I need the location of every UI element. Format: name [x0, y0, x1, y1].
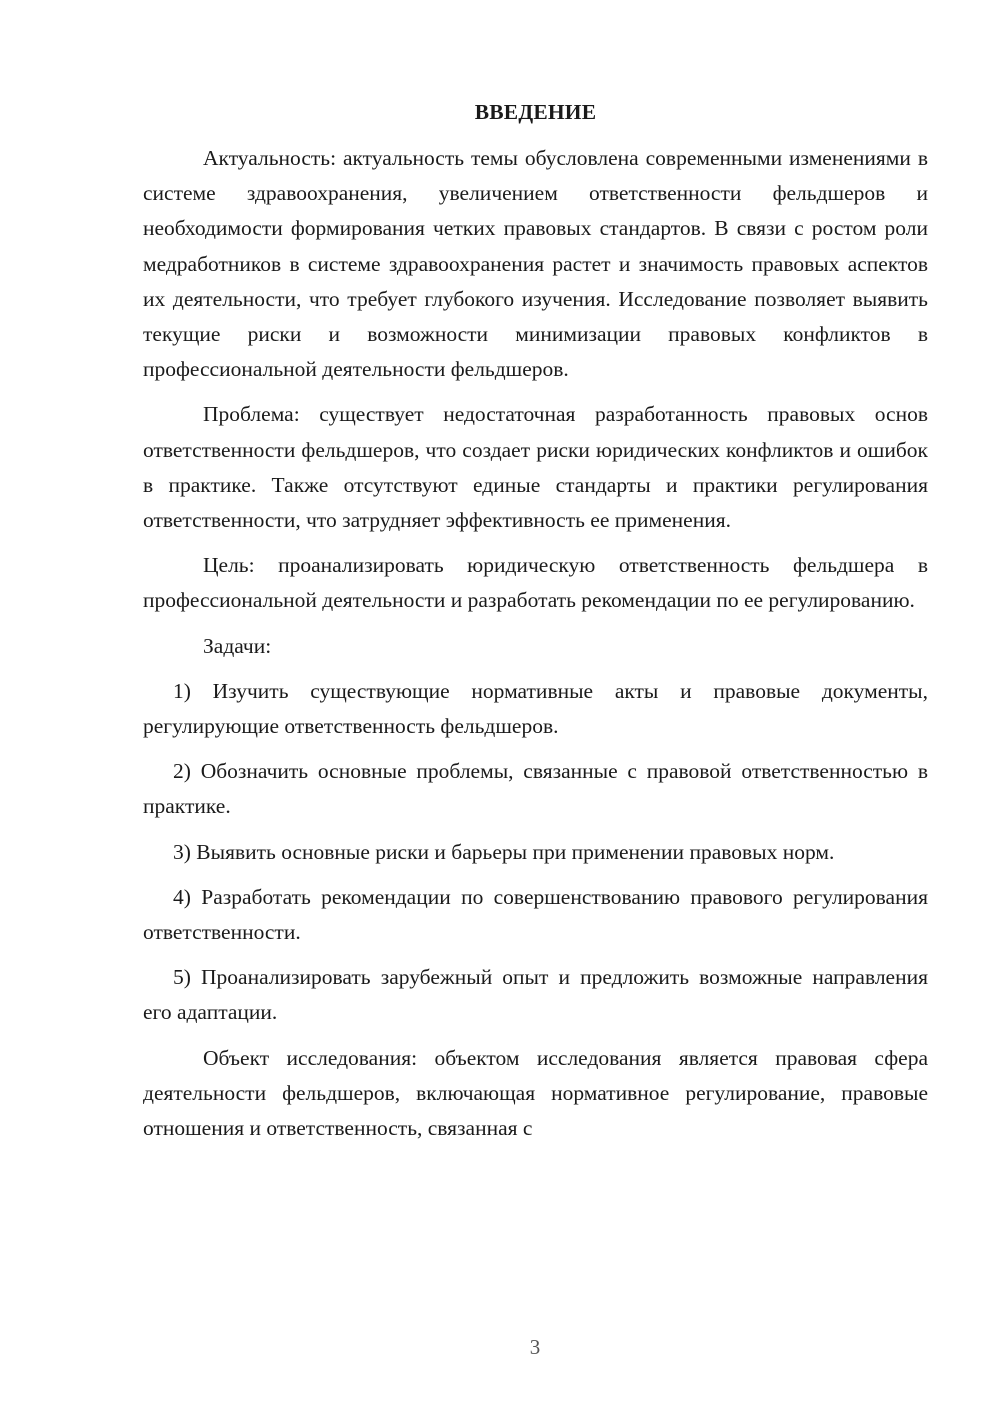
- task-item-1: 1) Изучить существующие нормативные акты и правовые документы, регулирующие ответственность фельдшеров.: [143, 678, 928, 739]
- task-item-3: 3) Выявить основные риски и барьеры при применении правовых норм.: [173, 839, 835, 864]
- paragraph-object: Объект исследования: объектом исследования является правовая сфера деятельности фельдшеров, включающая нормативное регулирование, правовые отношения и ответственность, связанная с: [143, 1045, 928, 1141]
- section-heading: ВВЕДЕНИЕ: [474, 100, 597, 124]
- body-text: [143, 141, 928, 1146]
- paragraph-relevance: Актуальность: актуальность темы обусловлена современными изменениями в системе здравоохранения, увеличением ответственности фельдшеров и необходимости формирования четких правовых стандартов. В связи с ростом роли медработников в системе здравоохранения растет и значимость правовых аспектов их деятельности, что требует глубокого изучения. Исследование позволяет выявить текущие риски и возможности минимизации правовых конфликтов в профессиональной деятельности фельдшеров.: [143, 146, 928, 382]
- paragraph-problem: Проблема: существует недостаточная разработанность правовых основ ответственности фельдшеров, что создает риски юридических конфликтов и ошибок в практике. Также отсутствуют единые стандарты и практики регулирования ответственности, что затрудняет эффективность ее применения.: [143, 402, 928, 533]
- task-item-5: 5) Проанализировать зарубежный опыт и предложить возможные направления его адаптации.: [143, 965, 928, 1025]
- task-item-2: 2) Обозначить основные проблемы, связанные с правовой ответственностью в практике.: [143, 759, 928, 819]
- task-item-4: 4) Разработать рекомендации по совершенствованию правового регулирования ответственности.: [143, 884, 928, 945]
- tasks-label: Задачи:: [203, 633, 272, 658]
- page-number: 3: [529, 1335, 541, 1359]
- paragraph-goal: Цель: проанализировать юридическую ответственность фельдшера в профессиональной деятельности и разработать рекомендации по ее регулированию.: [143, 553, 928, 613]
